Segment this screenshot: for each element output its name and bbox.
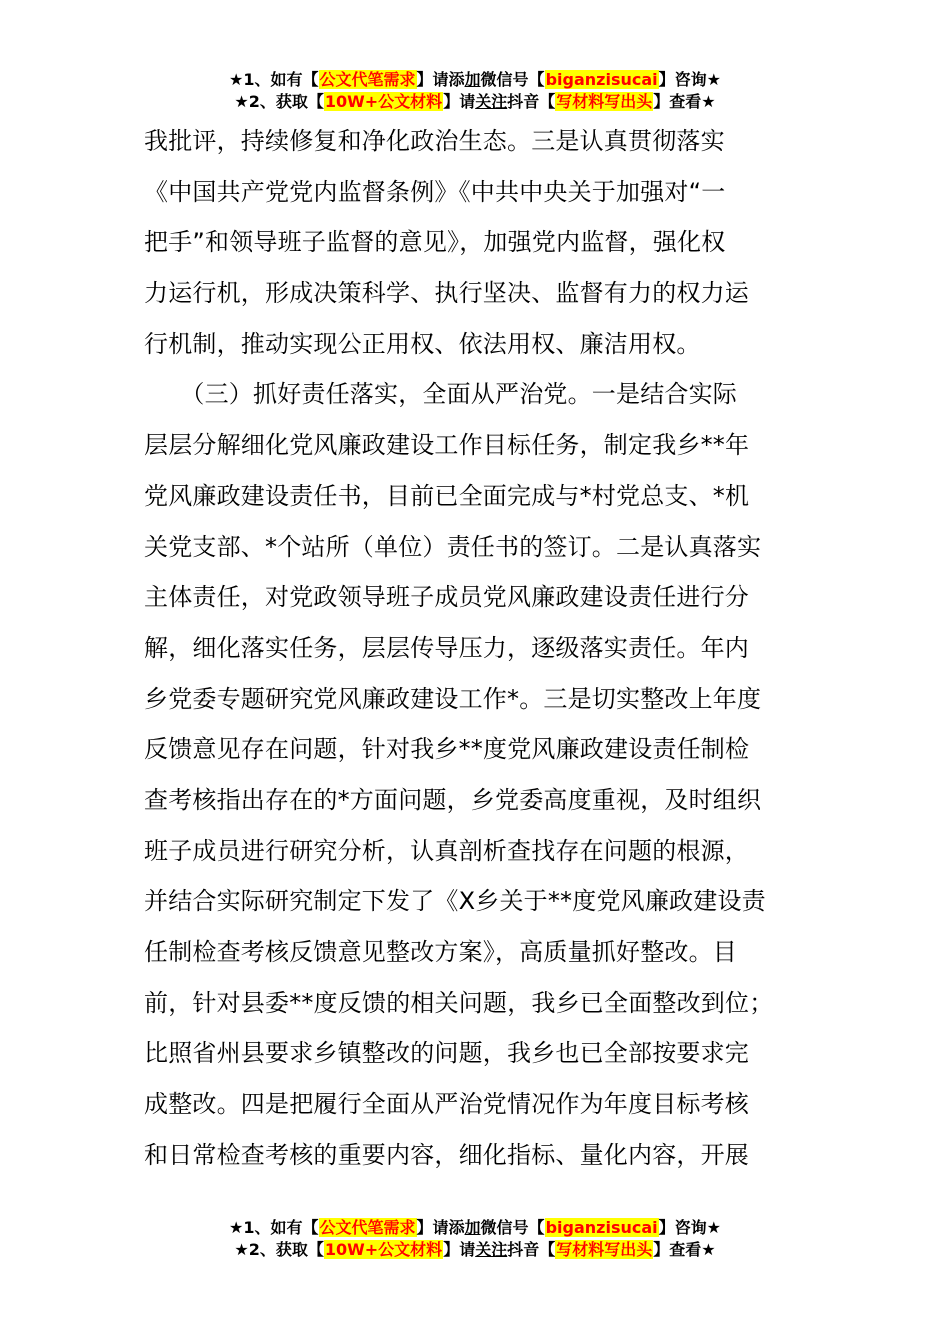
footer-l1-highlight-service: 公文代笔需求 (319, 1218, 416, 1237)
body-line: 并结合实际研究制定下发了《X乡关于**度党风廉政建设责 (144, 887, 766, 916)
body-line: 行机制，推动实现公正用权、依法用权、廉洁用权。 (144, 329, 701, 358)
header-banner-line-2 (0, 91, 950, 113)
header-l2-emph: 关注 (475, 92, 508, 111)
footer-l2-highlight-materials: 10W+公文材料 (324, 1240, 443, 1259)
header-l2-mid1: 】请 (443, 92, 476, 111)
body-line: 比照省州县要求乡镇整改的问题，我乡也已全部按要求完 (144, 1039, 749, 1068)
body-line: 成整改。四是把履行全面从严治党情况作为年度目标考核 (144, 1090, 749, 1119)
footer-l2-suffix: 】查看★ (653, 1240, 716, 1259)
body-line: （三）抓好责任落实，全面从严治党。一是结合实际 (144, 380, 737, 409)
body-line: 反馈意见存在问题，针对我乡**度党风廉政建设责任制检 (144, 735, 750, 764)
header-l1-suffix: 】咨询★ (658, 70, 721, 89)
header-l2-suffix: 】查看★ (653, 92, 716, 111)
header-l1-mid1: 】请添 (416, 70, 465, 89)
header-l2-mid2: 抖音【 (507, 92, 556, 111)
header-banner (0, 69, 950, 113)
header-l1-emph: 加 (464, 70, 481, 89)
footer-l1-prefix: ★1、如有【 (229, 1218, 319, 1237)
body-line: 查考核指出存在的*方面问题，乡党委高度重视，及时组织 (144, 785, 762, 814)
header-banner-line-1 (0, 69, 950, 91)
body-line: 党风廉政建设责任书，目前已全面完成与*村党总支、*机 (144, 481, 750, 510)
footer-l2-prefix: ★2、获取【 (234, 1240, 324, 1259)
body-line: 解，细化落实任务，层层传导压力，逐级落实责任。年内 (144, 633, 749, 662)
header-l1-prefix: ★1、如有【 (229, 70, 319, 89)
body-line: 《中国共产党党内监督条例》《中共中央关于加强对“一 (144, 177, 726, 206)
footer-l1-highlight-wechat: biganzisucai (545, 1218, 658, 1237)
body-line: 任制检查考核反馈意见整改方案》，高质量抓好整改。目 (144, 938, 737, 966)
body-line: 力运行机，形成决策科学、执行坚决、监督有力的权力运 (144, 279, 749, 308)
body-line: 层层分解细化党风廉政建设工作目标任务，制定我乡**年 (144, 431, 750, 460)
body-line: 和日常检查考核的重要内容，细化指标、量化内容，开展 (144, 1140, 749, 1169)
body-line: 把手”和领导班子监督的意见》，加强党内监督，强化权 (144, 228, 726, 257)
header-l1-mid2: 微信号【 (480, 70, 545, 89)
footer-l1-mid1: 】请添 (416, 1218, 465, 1237)
footer-l2-highlight-douyin: 写材料写出头 (556, 1240, 653, 1259)
header-l1-highlight-service: 公文代笔需求 (319, 70, 416, 89)
document-body (144, 116, 824, 1180)
body-line: 前，针对县委**度反馈的相关问题，我乡已全面整改到位； (144, 988, 774, 1017)
footer-l1-emph: 加 (464, 1218, 481, 1237)
body-line: 班子成员进行研究分析，认真剖析查找存在问题的根源， (144, 836, 749, 865)
header-l2-highlight-materials: 10W+公文材料 (324, 92, 443, 111)
body-line: 关党支部、*个站所（单位）责任书的签订。二是认真落实 (144, 532, 762, 561)
footer-l2-mid2: 抖音【 (507, 1240, 556, 1259)
footer-banner-line-1 (0, 1217, 950, 1239)
header-l2-prefix: ★2、获取【 (234, 92, 324, 111)
header-l2-highlight-douyin: 写材料写出头 (556, 92, 653, 111)
header-l1-highlight-wechat: biganzisucai (545, 70, 658, 89)
body-line: 主体责任，对党政领导班子成员党风廉政建设责任进行分 (144, 583, 749, 612)
body-line: 乡党委专题研究党风廉政建设工作*。三是切实整改上年度 (144, 684, 762, 713)
body-line: 我批评，持续修复和净化政治生态。三是认真贯彻落实 (144, 127, 725, 155)
footer-l2-emph: 关注 (475, 1240, 508, 1259)
footer-l2-mid1: 】请 (443, 1240, 476, 1259)
footer-banner-line-2 (0, 1239, 950, 1261)
footer-l1-mid2: 微信号【 (480, 1218, 545, 1237)
footer-banner (0, 1217, 950, 1261)
footer-l1-suffix: 】咨询★ (658, 1218, 721, 1237)
